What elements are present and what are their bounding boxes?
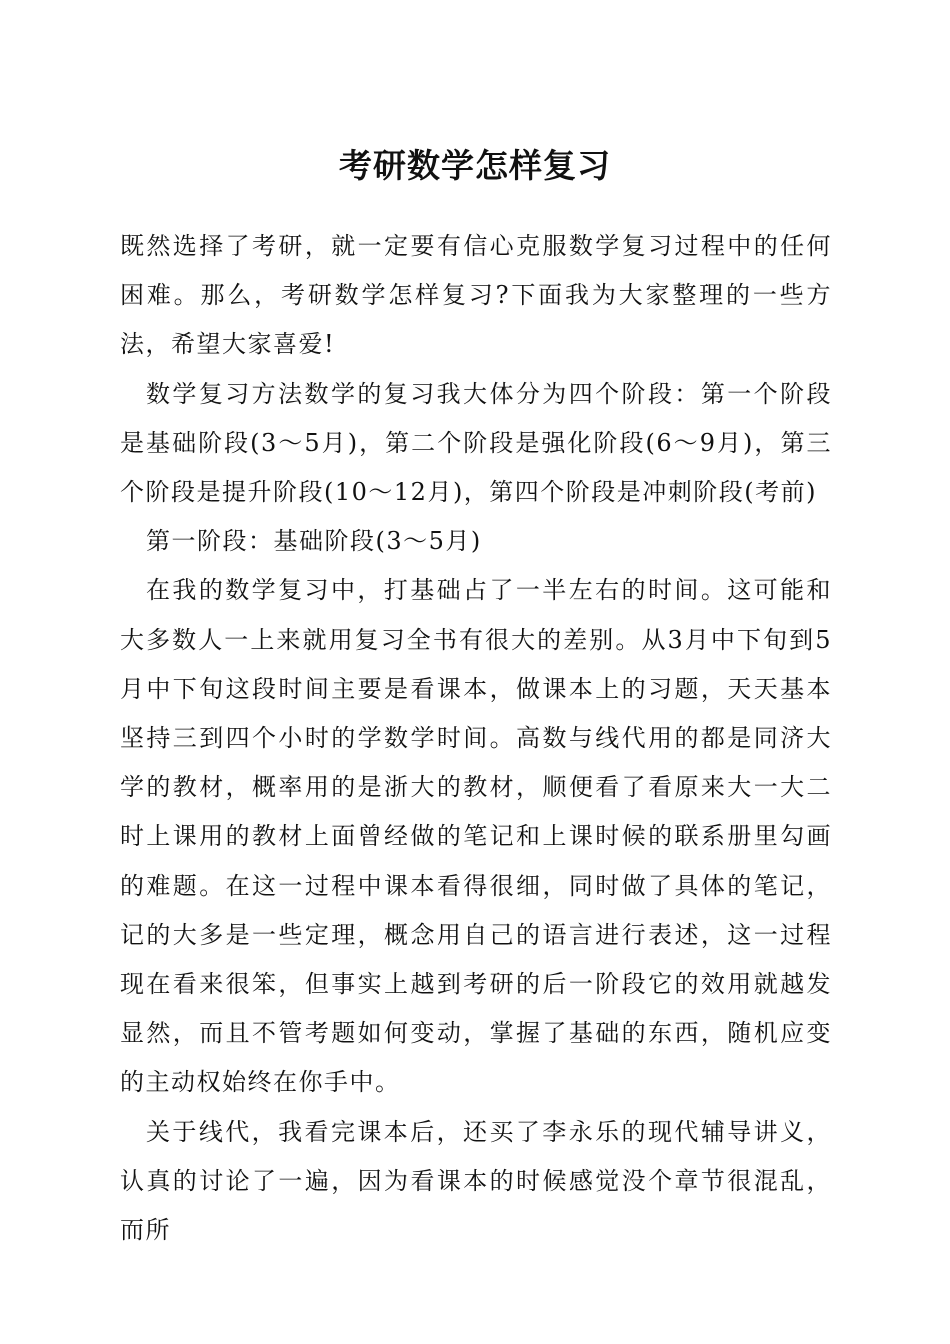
document-body [120,222,832,1255]
document-title: 考研数学怎样复习 [339,146,611,185]
intro-paragraph: 既然选择了考研，就一定要有信心克服数学复习过程中的任何困难。那么，考研数学怎样复习?下面我为大家整理的一些方法，希望大家喜爱! [120,232,832,359]
stage-one-paragraph: 在我的数学复习中，打基础占了一半左右的时间。这可能和大多数人一上来就用复习全书有很大的差别。从3月中下旬到5月中下旬这段时间主要是看课本，做课本上的习题，天天基本坚持三到四个小时的学数学时间。高数与线代用的都是同济大学的教材，概率用的是浙大的教材，顺便看了看原来大一大二时上课用的教材上面曾经做的笔记和上课时候的联系册里勾画的难题。在这一过程中课本看得很细，同时做了具体的笔记，记的大多是一些定理，概念用自己的语言进行表述，这一过程现在看来很笨，但事实上越到考研的后一阶段它的效用就越发显然，而且不管考题如何变动，掌握了基础的东西，随机应变的主动权始终在你手中。 [120,576,832,1097]
linear-algebra-paragraph: 关于线代，我看完课本后，还买了李永乐的现代辅导讲义，认真的讨论了一遍，因为看课本的时候感觉没个章节很混乱，而所 [120,1117,832,1245]
stage-one-heading: 第一阶段：基础阶段(3～5月) [146,527,482,556]
stages-overview-paragraph: 数学复习方法数学的复习我大体分为四个阶段：第一个阶段是基础阶段(3～5月)，第二个阶段是强化阶段(6～9月)，第三个阶段是提升阶段(10～12月)，第四个阶段是冲刺阶段(考前) [120,379,832,507]
